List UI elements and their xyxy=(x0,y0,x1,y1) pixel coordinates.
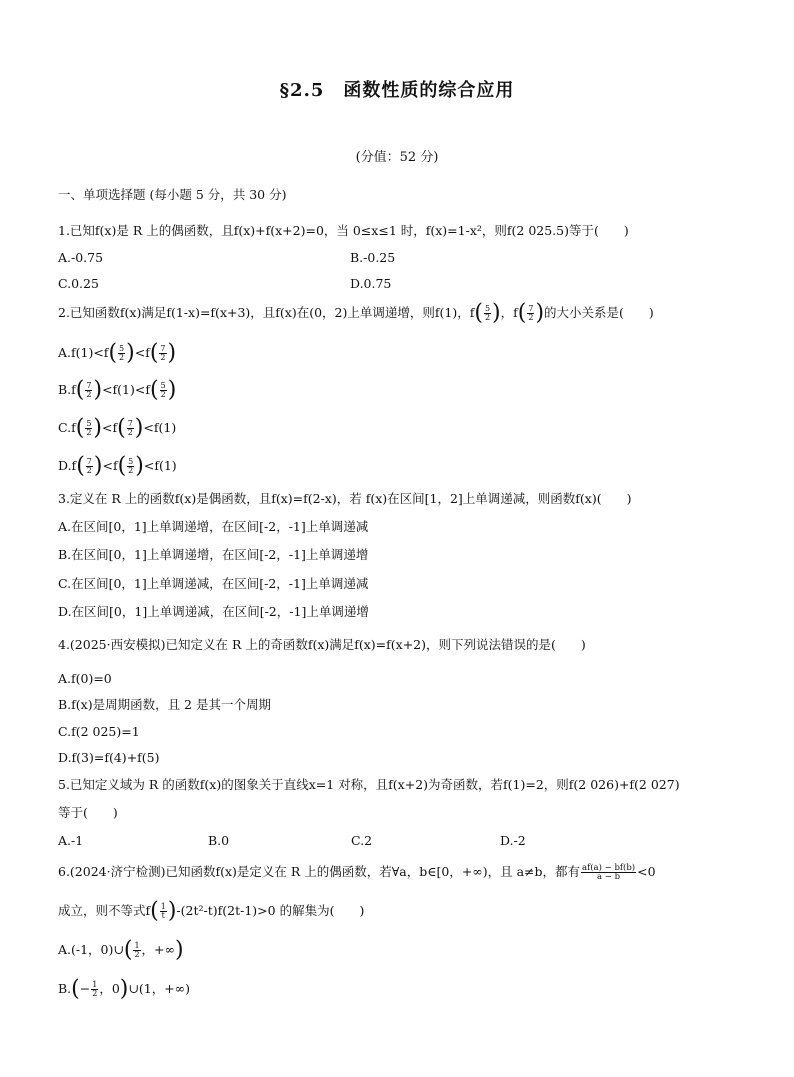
question-6-stem: 6.(2024·济宁检测)已知函数f(x)是定义在 R 上的偶函数，若∀a，b∈[0，+∞)，且 a≠b，都有 $\frac{af(a) - bf(b)}{a - b}$ <0 xyxy=(58,863,656,882)
q2-option-a: A.f(1)<f( $\frac{5}{2}$ )<f( $\frac{7}{2}$ ) xyxy=(58,340,177,366)
q1-option-c: C.0.25 xyxy=(58,276,99,291)
question-2-stem: 2.已知函数f(x)满足f(1-x)=f(x+3)，且f(x)在(0，2)上单调递增，则f(1)，f( $\frac{5}{2}$ )，f( $\frac{7}{2}$ )的大小关系是( ) xyxy=(58,300,654,326)
section-heading: 一、单项选择题 (每小题 5 分，共 30 分) xyxy=(58,187,287,202)
q2-option-c: C.f( $\frac{5}{2}$ )<f( $\frac{7}{2}$ )<f(1) xyxy=(58,415,177,441)
q5-option-a: A.-1 xyxy=(58,833,84,848)
q4-option-b: B.f(x)是周期函数，且 2 是其一个周期 xyxy=(58,697,271,712)
q5-option-b: B.0 xyxy=(208,833,230,848)
q2-option-d: D.f( $\frac{7}{2}$ )<f( $\frac{5}{2}$ )<f(1) xyxy=(58,453,177,479)
q1-option-a: A.-0.75 xyxy=(58,250,104,265)
q6-option-b: B.(− $\frac{1}{2}$ ，0)∪(1，+∞) xyxy=(58,976,190,1002)
q1-option-b: B.-0.25 xyxy=(350,250,396,265)
page-title: §2.5 函数性质的综合应用 xyxy=(279,80,515,101)
score-note: (分值：52 分) xyxy=(355,150,439,165)
q4-option-d: D.f(3)=f(4)+f(5) xyxy=(58,750,160,765)
q5-option-c: C.2 xyxy=(351,833,373,848)
question-4-stem: 4.(2025·西安模拟)已知定义在 R 上的奇函数f(x)满足f(x)=f(x+2)，则下列说法错误的是( ) xyxy=(58,637,586,652)
q4-option-a: A.f(0)=0 xyxy=(58,671,112,686)
q5-option-d: D.-2 xyxy=(500,833,526,848)
q2-option-b: B.f( $\frac{7}{2}$ )<f(1)<f( $\frac{5}{2}$ ) xyxy=(58,377,177,403)
q3-option-c: C.在区间[0，1]上单调递减，在区间[-2，-1]上单调递减 xyxy=(58,576,369,591)
q3-option-d: D.在区间[0，1]上单调递减，在区间[-2，-1]上单调递增 xyxy=(58,604,369,619)
question-5-stem: 5.已知定义域为 R 的函数f(x)的图象关于直线x=1 对称，且f(x+2)为奇函数，若f(1)=2，则f(2 026)+f(2 027) xyxy=(58,777,680,792)
question-5-stem-2: 等于( ) xyxy=(58,805,118,820)
q3-option-b: B.在区间[0，1]上单调递增，在区间[-2，-1]上单调递增 xyxy=(58,547,369,562)
q6-option-a: A.(-1，0)∪( $\frac{1}{2}$ ，+∞) xyxy=(58,937,184,963)
question-1-stem: 1.已知f(x)是 R 上的偶函数，且f(x)+f(x+2)=0，当 0≤x≤1 时，f(x)=1-x²，则f(2 025.5)等于( ) xyxy=(58,223,629,238)
question-3-stem: 3.定义在 R 上的函数f(x)是偶函数，且f(x)=f(2-x)，若 f(x)在区间[1，2]上单调递减，则函数f(x)( ) xyxy=(58,491,632,506)
q3-option-a: A.在区间[0，1]上单调递增，在区间[-2，-1]上单调递减 xyxy=(58,519,369,534)
q1-option-d: D.0.75 xyxy=(350,276,392,291)
question-6-line-2: 成立，则不等式f( $\frac{1}{t}$ )-(2t²-t)f(2t-1)>0 的解集为( ) xyxy=(58,898,365,924)
q4-option-c: C.f(2 025)=1 xyxy=(58,724,140,739)
